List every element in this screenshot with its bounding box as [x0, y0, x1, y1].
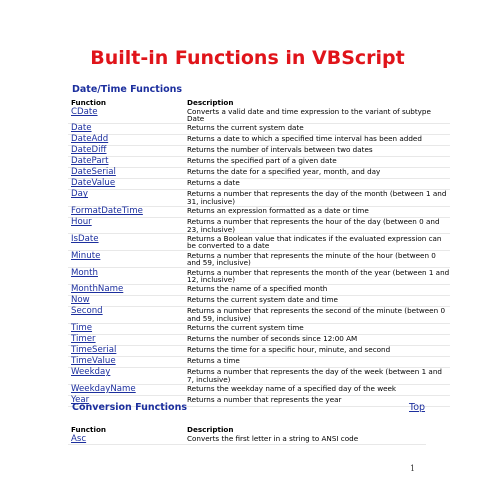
table-row	[68, 295, 450, 306]
table-row	[68, 178, 450, 189]
function-description: Returns a time	[184, 356, 450, 367]
function-description: Returns a number that represents the month of the year (between 1 and 12, inclusive)	[184, 268, 450, 285]
conversion-section-heading: Conversion Functions	[72, 402, 188, 413]
function-description: Returns a date to which a specified time interval has been added	[184, 134, 450, 145]
function-description: Converts a valid date and time expression to the variant of subtype Date	[184, 107, 450, 123]
function-name-link[interactable]: CDate	[68, 107, 184, 123]
table-row	[68, 384, 450, 395]
table-row	[68, 268, 450, 285]
function-name-link[interactable]: TimeSerial	[68, 345, 184, 356]
function-name-link[interactable]: Weekday	[68, 367, 184, 384]
function-description: Returns a number that represents the second of the minute (between 0 and 59, inclusive)	[184, 306, 450, 323]
table-row	[68, 217, 450, 234]
function-name-link[interactable]: Second	[68, 306, 184, 323]
page-number: 1	[410, 464, 416, 473]
top-link[interactable]: Top	[409, 402, 426, 413]
function-name-link[interactable]: DateDiff	[68, 145, 184, 156]
table-row	[68, 156, 450, 167]
table-row	[68, 234, 450, 251]
function-name-link[interactable]: WeekdayName	[68, 384, 184, 395]
function-description: Returns the number of intervals between two dates	[184, 145, 450, 156]
function-description: Returns a number that represents the year	[184, 395, 450, 406]
table-row	[68, 167, 450, 178]
function-name-link[interactable]: Hour	[68, 217, 184, 234]
function-name-link[interactable]: DatePart	[68, 156, 184, 167]
function-name-link[interactable]: Date	[68, 123, 184, 134]
function-name-link[interactable]: Year	[68, 395, 184, 406]
table-row	[68, 434, 426, 445]
table-row	[68, 251, 450, 268]
datetime-functions-table	[68, 98, 450, 407]
function-name-link[interactable]: DateAdd	[68, 134, 184, 145]
function-name-link[interactable]: Month	[68, 268, 184, 285]
table-header-row	[68, 98, 450, 107]
function-description: Returns an expression formatted as a date or time	[184, 206, 450, 217]
column-header-function: Function	[71, 98, 106, 107]
function-description: Converts the first letter in a string to ANSI code	[184, 434, 426, 445]
table-row	[68, 323, 450, 334]
function-description: Returns a date	[184, 178, 450, 189]
column-header-description: Description	[187, 425, 234, 434]
function-name-link[interactable]: DateSerial	[68, 167, 184, 178]
function-description: Returns a Boolean value that indicates if the evaluated expression can be converted to a date	[184, 234, 450, 251]
function-name-link[interactable]: Now	[68, 295, 184, 306]
function-name-link[interactable]: Minute	[68, 251, 184, 268]
datetime-section-heading: Date/Time Functions	[72, 84, 183, 95]
table-row	[68, 306, 450, 323]
function-description: Returns a number that represents the minute of the hour (between 0 and 59, inclusive)	[184, 251, 450, 268]
function-description: Returns the current system time	[184, 323, 450, 334]
table-row	[68, 284, 450, 295]
table-row	[68, 345, 450, 356]
function-description: Returns a number that represents the day of the month (between 1 and 31, inclusive)	[184, 189, 450, 206]
function-name-link[interactable]: TimeValue	[68, 356, 184, 367]
column-header-description: Description	[187, 98, 234, 107]
function-description: Returns the time for a specific hour, minute, and second	[184, 345, 450, 356]
function-name-link[interactable]: Day	[68, 189, 184, 206]
table-row	[68, 134, 450, 145]
function-description: Returns the number of seconds since 12:00 AM	[184, 334, 450, 345]
function-description: Returns the current system date and time	[184, 295, 450, 306]
table-row	[68, 367, 450, 384]
function-description: Returns the current system date	[184, 123, 450, 134]
table-row	[68, 206, 450, 217]
table-row	[68, 334, 450, 345]
table-row	[68, 107, 450, 123]
table-row	[68, 356, 450, 367]
function-description: Returns a number that represents the day of the week (between 1 and 7, inclusive)	[184, 367, 450, 384]
function-name-link[interactable]: FormatDateTime	[68, 206, 184, 217]
function-description: Returns the weekday name of a specified day of the week	[184, 384, 450, 395]
function-name-link[interactable]: Timer	[68, 334, 184, 345]
function-description: Returns the date for a specified year, month, and day	[184, 167, 450, 178]
function-name-link[interactable]: Time	[68, 323, 184, 334]
page-title: Built-in Functions in VBScript	[90, 47, 405, 69]
conversion-functions-table	[68, 425, 426, 445]
function-name-link[interactable]: IsDate	[68, 234, 184, 251]
table-row	[68, 145, 450, 156]
function-description: Returns the specified part of a given date	[184, 156, 450, 167]
column-header-function: Function	[71, 425, 106, 434]
function-description: Returns a number that represents the hour of the day (between 0 and 23, inclusive)	[184, 217, 450, 234]
table-row	[68, 123, 450, 134]
function-description: Returns the name of a specified month	[184, 284, 450, 295]
function-name-link[interactable]: Asc	[68, 434, 184, 445]
table-row	[68, 189, 450, 206]
function-name-link[interactable]: MonthName	[68, 284, 184, 295]
function-name-link[interactable]: DateValue	[68, 178, 184, 189]
table-header-row	[68, 425, 426, 434]
